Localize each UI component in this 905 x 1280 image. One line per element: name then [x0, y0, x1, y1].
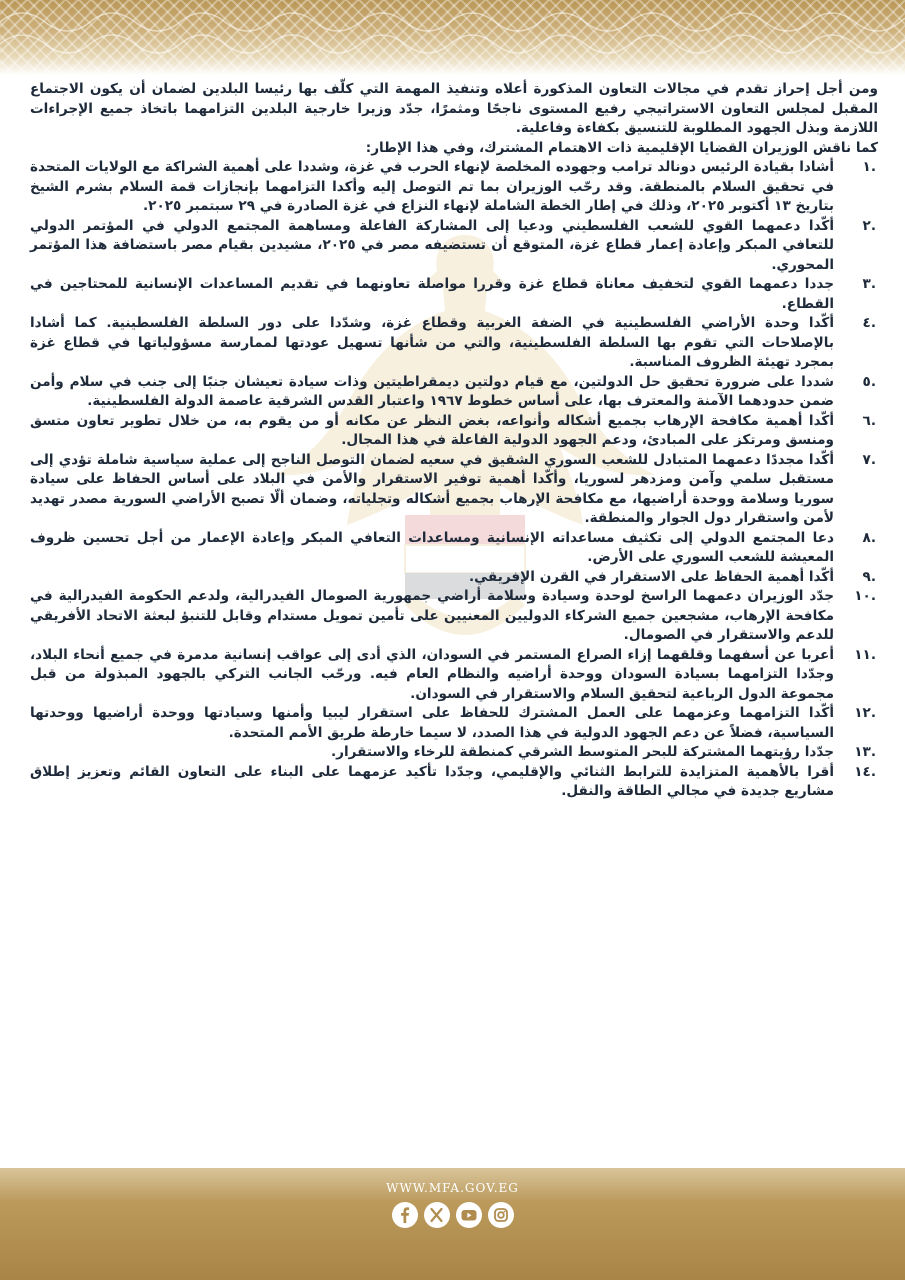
intro-paragraph: كما ناقش الوزيران القضايا الإقليمية ذات الاهتمام المشترك، وفي هذا الإطار:: [365, 139, 878, 156]
list-item: [30, 763, 878, 802]
list-item: [30, 275, 878, 314]
item-number: .١: [862, 159, 876, 175]
item-number: .٤: [862, 315, 876, 331]
item-text: أقرا بالأهمية المتزايدة للترابط الثنائي والإقليمي، وجدّدا تأكيد عزمهما على البناء على التعاون القائم وتعزيز إطلاق مشاريع جديدة في مجالي الطاقة والنقل.: [30, 763, 834, 799]
list-item: [30, 158, 878, 217]
item-number: .١٤: [854, 763, 876, 780]
list-item: [30, 704, 878, 743]
item-text: أكّدا التزامهما وعزمهما على العمل المشترك للحفاظ على استقرار ليبيا وأمنها وسيادتها ووحدة أراضيها ووحدتها السياسية، فضلاً عن دعم الجهود الدولية في هذا الصدد، لا سيما خارطة طريق الأمم المتحدة.: [30, 705, 834, 741]
instagram-icon[interactable]: [488, 1202, 514, 1228]
item-text: جددا دعمهما القوي لتخفيف معاناة قطاع غزة وقررا مواصلة تعاونهما في تقديم المساعدات الإنسانية للمحتاجين في القطاع.: [30, 276, 834, 312]
item-number: .٩: [862, 568, 876, 585]
x-icon[interactable]: [424, 1202, 450, 1228]
social-links: [0, 1202, 905, 1228]
item-number: .١٢: [854, 705, 876, 721]
item-number: .٣: [862, 276, 876, 292]
item-text: أكّدا مجددًا دعمهما المتبادل للشعب السوري الشقيق في سعيه لضمان التوصل الناجح إلى عملية سياسية شاملة تؤدي إلى مستقبل سلمي وآمن ومزدهر لسوريا، وأكّدا أهمية توفير الاستقرار والأمن في البلاد على أساس الحفاظ على سيادة سوريا وسلامة ووحدة أراضيها، مع مكافحة الإرهاب بجميع أشكاله وتجلياته، وضمان ألّا تصبح الأراضي السورية مصدر تهديد لأمن واستقرار دول الجوار والمنطقة.: [30, 451, 834, 526]
item-text: أكّدا أهمية الحفاظ على الاستقرار في القرن الإفريقي.: [469, 568, 834, 585]
list-item: [30, 373, 878, 412]
item-number: .٥: [862, 373, 876, 390]
item-number: .٦: [862, 412, 876, 429]
list-item: [30, 743, 878, 763]
numbered-list: [30, 158, 878, 802]
item-number: .٢: [862, 217, 876, 234]
decorative-top-border: [0, 0, 905, 75]
list-item: [30, 568, 878, 588]
item-text: أكّدا أهمية مكافحة الإرهاب بجميع أشكاله وأنواعه، بغض النظر عن مكانه أو من يقوم به، من خلال تطوير تعاون متسق ومنسق ومرتكز على المبادئ، ودعم الجهود الدولية الفاعلة في هذا المجال.: [30, 412, 834, 448]
document-body: [30, 80, 878, 802]
item-text: شددا على ضرورة تحقيق حل الدولتين، مع قيام دولتين ديمقراطيتين وذات سيادة تعيشان جنبًا إلى جنب في سلام وأمن ضمن حدودهما الآمنة والمعترف بها، على أساس خطوط ١٩٦٧ واعتبار القدس الشرقية عاصمة الدولة الفلسطينية.: [30, 373, 834, 409]
website-link[interactable]: WWW.MFA.GOV.EG: [386, 1181, 519, 1195]
list-item: [30, 587, 878, 646]
item-text: أشادا بقيادة الرئيس دونالد ترامب وجهوده المخلصة لإنهاء الحرب في غزة، وشددا على أهمية الشراكة مع الولايات المتحدة في تحقيق السلام بالمنطقة. وقد رحّب الوزيران بما تم التوصل إليه وأكدا التزامهما بإنجازات قمة السلام بشرم الشيخ بتاريخ ١٣ أكتوبر ٢٠٢٥، وذلك في إطار الخطة الشاملة لإنهاء النزاع في غزة الصادرة في ٢٩ سبتمبر ٢٠٢٥.: [30, 159, 834, 214]
list-item: [30, 451, 878, 529]
item-number: .٧: [862, 451, 876, 468]
page-footer: [0, 1168, 905, 1280]
list-item: [30, 314, 878, 373]
item-text: جدّد الوزيران دعمهما الراسخ لوحدة وسيادة وسلامة أراضي جمهورية الصومال الفيدرالية، ولدعم الحكومة الفيدرالية في مكافحة الإرهاب، مشجعين جميع الشركاء الدوليين المعنيين على تأمين تمويل مستدام وقابل للتنبؤ لبعثة الاتحاد الأفريقي للدعم والاستقرار في الصومال.: [30, 588, 834, 643]
item-text: دعا المجتمع الدولي إلى تكثيف مساعداته الإنسانية ومساعدات التعافي المبكر وإعادة الإعمار من أجل تحسين ظروف المعيشة للشعب السوري على الأرض.: [30, 529, 834, 565]
item-number: .٨: [862, 529, 876, 546]
item-number: .١٣: [854, 744, 876, 760]
item-text: أعربا عن أسفهما وقلقهما إزاء الصراع المستمر في السودان، الذي أدى إلى عواقب إنسانية مدمرة في جميع أنحاء البلاد، وجدّدا التزامهما بسيادة السودان ووحدة أراضيه والنظام العام فيه. ورحّب الجانب التركي بالجهود المبذولة من قبل مجموعة الدول الرباعية لتحقيق السلام والاستقرار في السودان.: [30, 646, 834, 702]
item-text: أكّدا وحدة الأراضي الفلسطينية في الضفة الغربية وقطاع غزة، وشدّدا على دور السلطة الفلسطينية. كما أشادا بالإصلاحات التي تقوم بها السلطة الفلسطينية، والتي من شأنها تسهيل عودتها لممارسة مسؤولياتها في قطاع غزة بمجرد تهيئة الظروف المناسبة.: [30, 315, 834, 370]
list-item: [30, 412, 878, 451]
item-text: جدّدا رؤيتهما المشتركة للبحر المتوسط الشرقي كمنطقة للرخاء والاستقرار.: [330, 744, 834, 760]
item-text: أكّدا دعمهما القوي للشعب الفلسطيني ودعيا إلى المشاركة الفاعلة ومساهمة المجتمع الدولي في المؤتمر الدولي للتعافي المبكر وإعادة إعمار قطاع غزة، المتوقع أن تستضيفه مصر في ٢٠٢٥، مشيدين بقيام مصر باستضافة هذا المؤتمر المحوري.: [30, 217, 834, 273]
list-item: [30, 529, 878, 568]
facebook-icon[interactable]: [392, 1202, 418, 1228]
item-number: .١٠: [854, 588, 876, 604]
intro-paragraph: ومن أجل إحراز تقدم في مجالات التعاون المذكورة أعلاه وتنفيذ المهمة التي كلّف بها رئيسا البلدين لضمان أن يكون الاجتماع المقبل لمجلس التعاون الاستراتيجي رفيع المستوى ناجحًا ومثمرًا، جدّد وزيرا خارجية البلدين التزامهما باتخاذ جميع الإجراءات اللازمة وبذل الجهود المطلوبة للتنسيق بكفاءة وفاعلية.: [30, 81, 878, 136]
list-item: [30, 646, 878, 705]
list-item: [30, 217, 878, 276]
item-number: .١١: [854, 646, 876, 663]
youtube-icon[interactable]: [456, 1202, 482, 1228]
